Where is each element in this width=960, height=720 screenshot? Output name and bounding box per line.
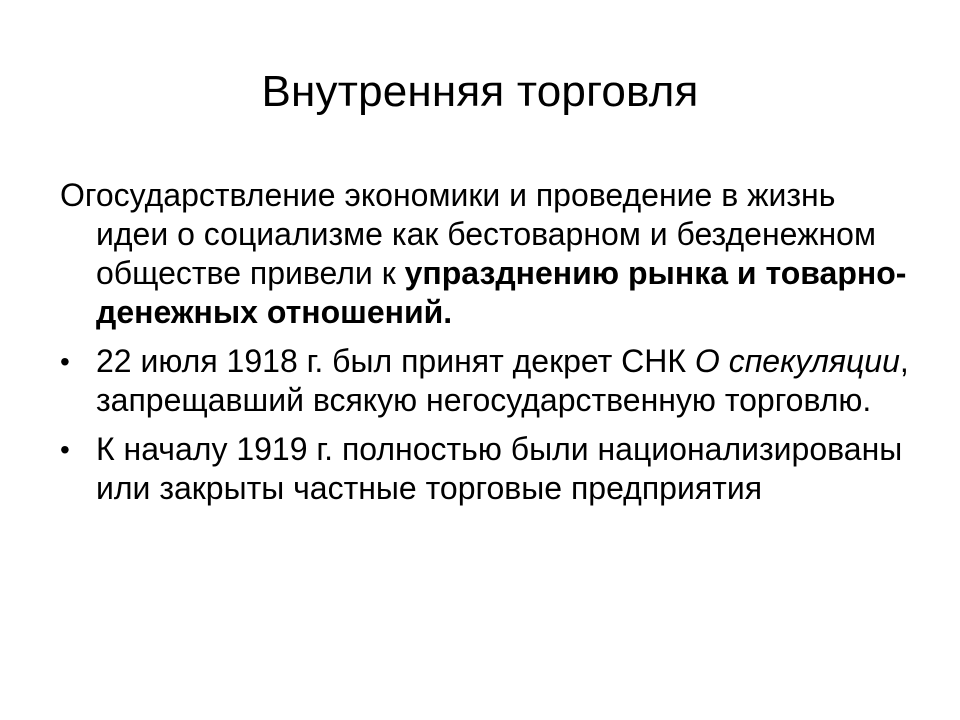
bullet-2-text: К началу 1919 г. полностью были национализированы или закрыты частные торговые предприятия: [96, 431, 903, 506]
bullet-icon: •: [60, 434, 70, 465]
intro-text: Огосударствление экономики и проведение в жизнь идеи о социализме как бестоварном и безденежном обществе привели к: [60, 177, 876, 291]
slide-body: [60, 176, 910, 518]
intro-bold-text: упразднению рынка и товарно-денежных отношений.: [96, 255, 907, 330]
bullet-item-2: [60, 430, 910, 508]
slide-title: Внутренняя торговля: [261, 67, 699, 116]
bullet-1-italic-text: О спекуляции: [694, 343, 900, 379]
bullet-item-1: [60, 342, 910, 420]
intro-paragraph: [60, 176, 910, 332]
bullet-icon: •: [60, 346, 70, 377]
bullet-1-text-after: , запрещавший всякую негосударственную торговлю.: [96, 343, 909, 418]
bullet-1-text: 22 июля 1918 г. был принят декрет СНК: [96, 343, 695, 379]
